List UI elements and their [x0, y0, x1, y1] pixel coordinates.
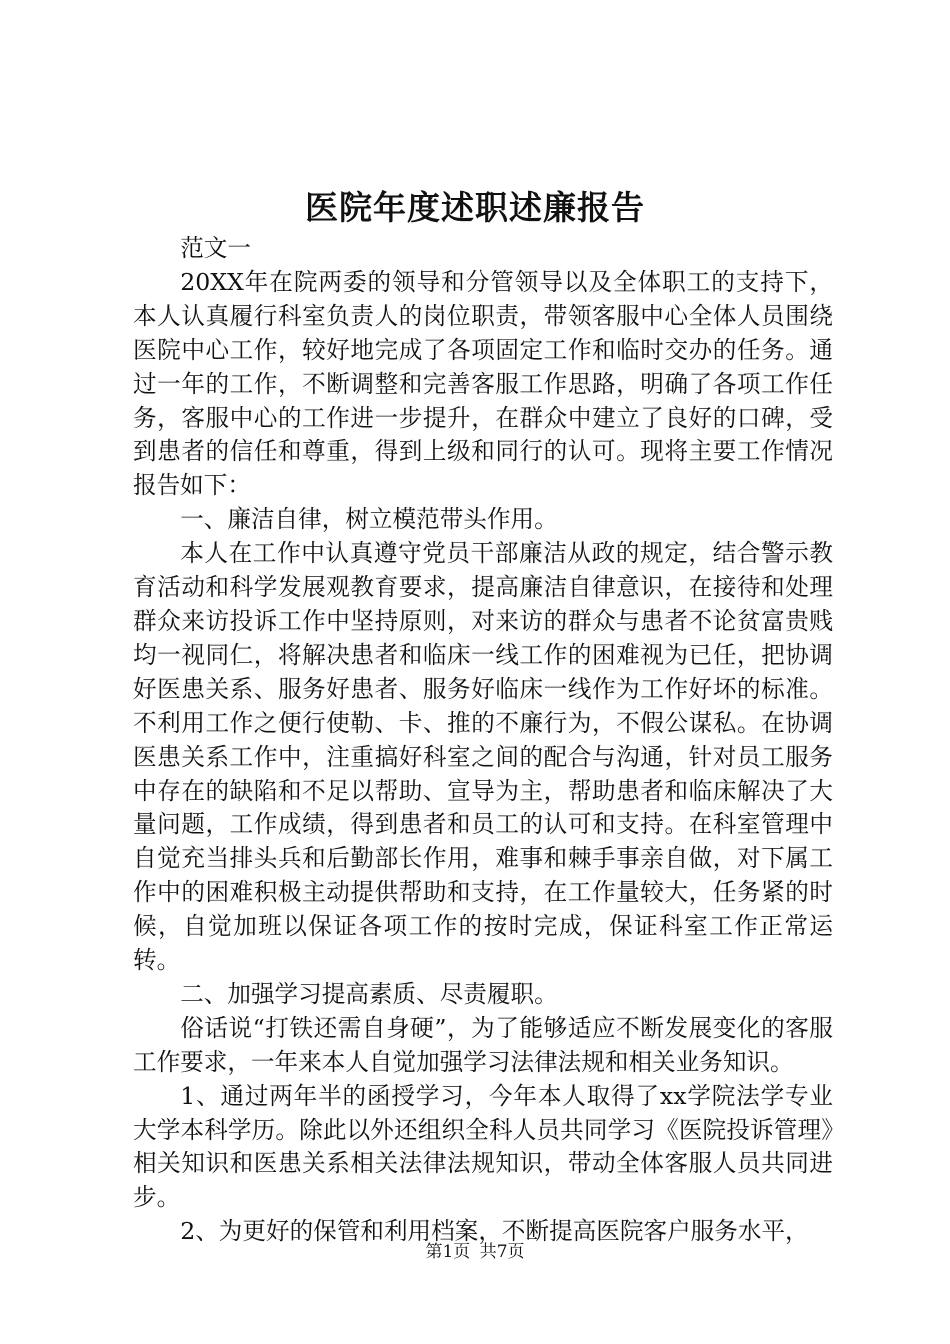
page-number: 第1页 — [425, 1242, 471, 1262]
page-footer — [0, 1240, 950, 1264]
paragraph-item-2: 2、为更好的保管和利用档案，不断提高医院客户服务水平， — [180, 1217, 809, 1246]
section-heading-2: 二、加强学习提高素质、尽责履职。 — [180, 979, 558, 1008]
paragraph-intro: 20XX年在院两委的领导和分管领导以及全体职工的支持下，本人认真履行科室负责人的岗位职责，带领客服中心全体人员围绕医院中心工作，较好地完成了各项固定工作和临时交办的任务。通过一年的工作，不断调整和完善客服工作思路，明确了各项工作任务，客服中心的工作进一步提升，在群众中建立了良好的口碑，受到患者的信任和尊重，得到上级和同行的认可。现将主要工作情况报告如下： — [133, 267, 833, 500]
document-title: 医院年度述职述廉报告 — [305, 188, 645, 227]
page-total: 共7页 — [479, 1242, 525, 1262]
section-heading-1: 一、廉洁自律，树立模范带头作用。 — [180, 505, 558, 534]
paragraph-label: 范文一 — [180, 234, 251, 262]
paragraph-section-1: 本人在工作中认真遵守党员干部廉洁从政的规定，结合警示教育活动和科学发展观教育要求，提高廉洁自律意识，在接待和处理群众来访投诉工作中坚持原则，对来访的群众与患者不论贫富贵贱均一视同仁，将解决患者和临床一线工作的困难视为已任，把协调好医患关系、服务好患者、服务好临床一线作为工作好坏的标准。不利用工作之便行使勒、卡、推的不廉行为，不假公谋私。在协调医患关系工作中，注重搞好科室之间的配合与沟通，针对员工服务中存在的缺陷和不足以帮助、宣导为主，帮助患者和临床解决了大量问题，工作成绩，得到患者和员工的认可和支持。在科室管理中自觉充当排头兵和后勤部长作用，难事和棘手事亲自做，对下属工作中的困难积极主动提供帮助和支持，在工作量较大，任务紧的时候，自觉加班以保证各项工作的按时完成，保证科室工作正常运转。 — [133, 539, 833, 975]
document-body — [133, 232, 833, 1249]
paragraph-item-1: 1、通过两年半的函授学习，今年本人取得了xx学院法学专业大学本科学历。除此以外还组织全科人员共同学习《医院投诉管理》相关知识和医患关系相关法律法规知识，带动全体客服人员共同进步。 — [133, 1081, 833, 1212]
paragraph-section-2: 俗话说“打铁还需自身硬”，为了能够适应不断发展变化的客服工作要求，一年来本人自觉加强学习法律法规和相关业务知识。 — [133, 1013, 833, 1076]
